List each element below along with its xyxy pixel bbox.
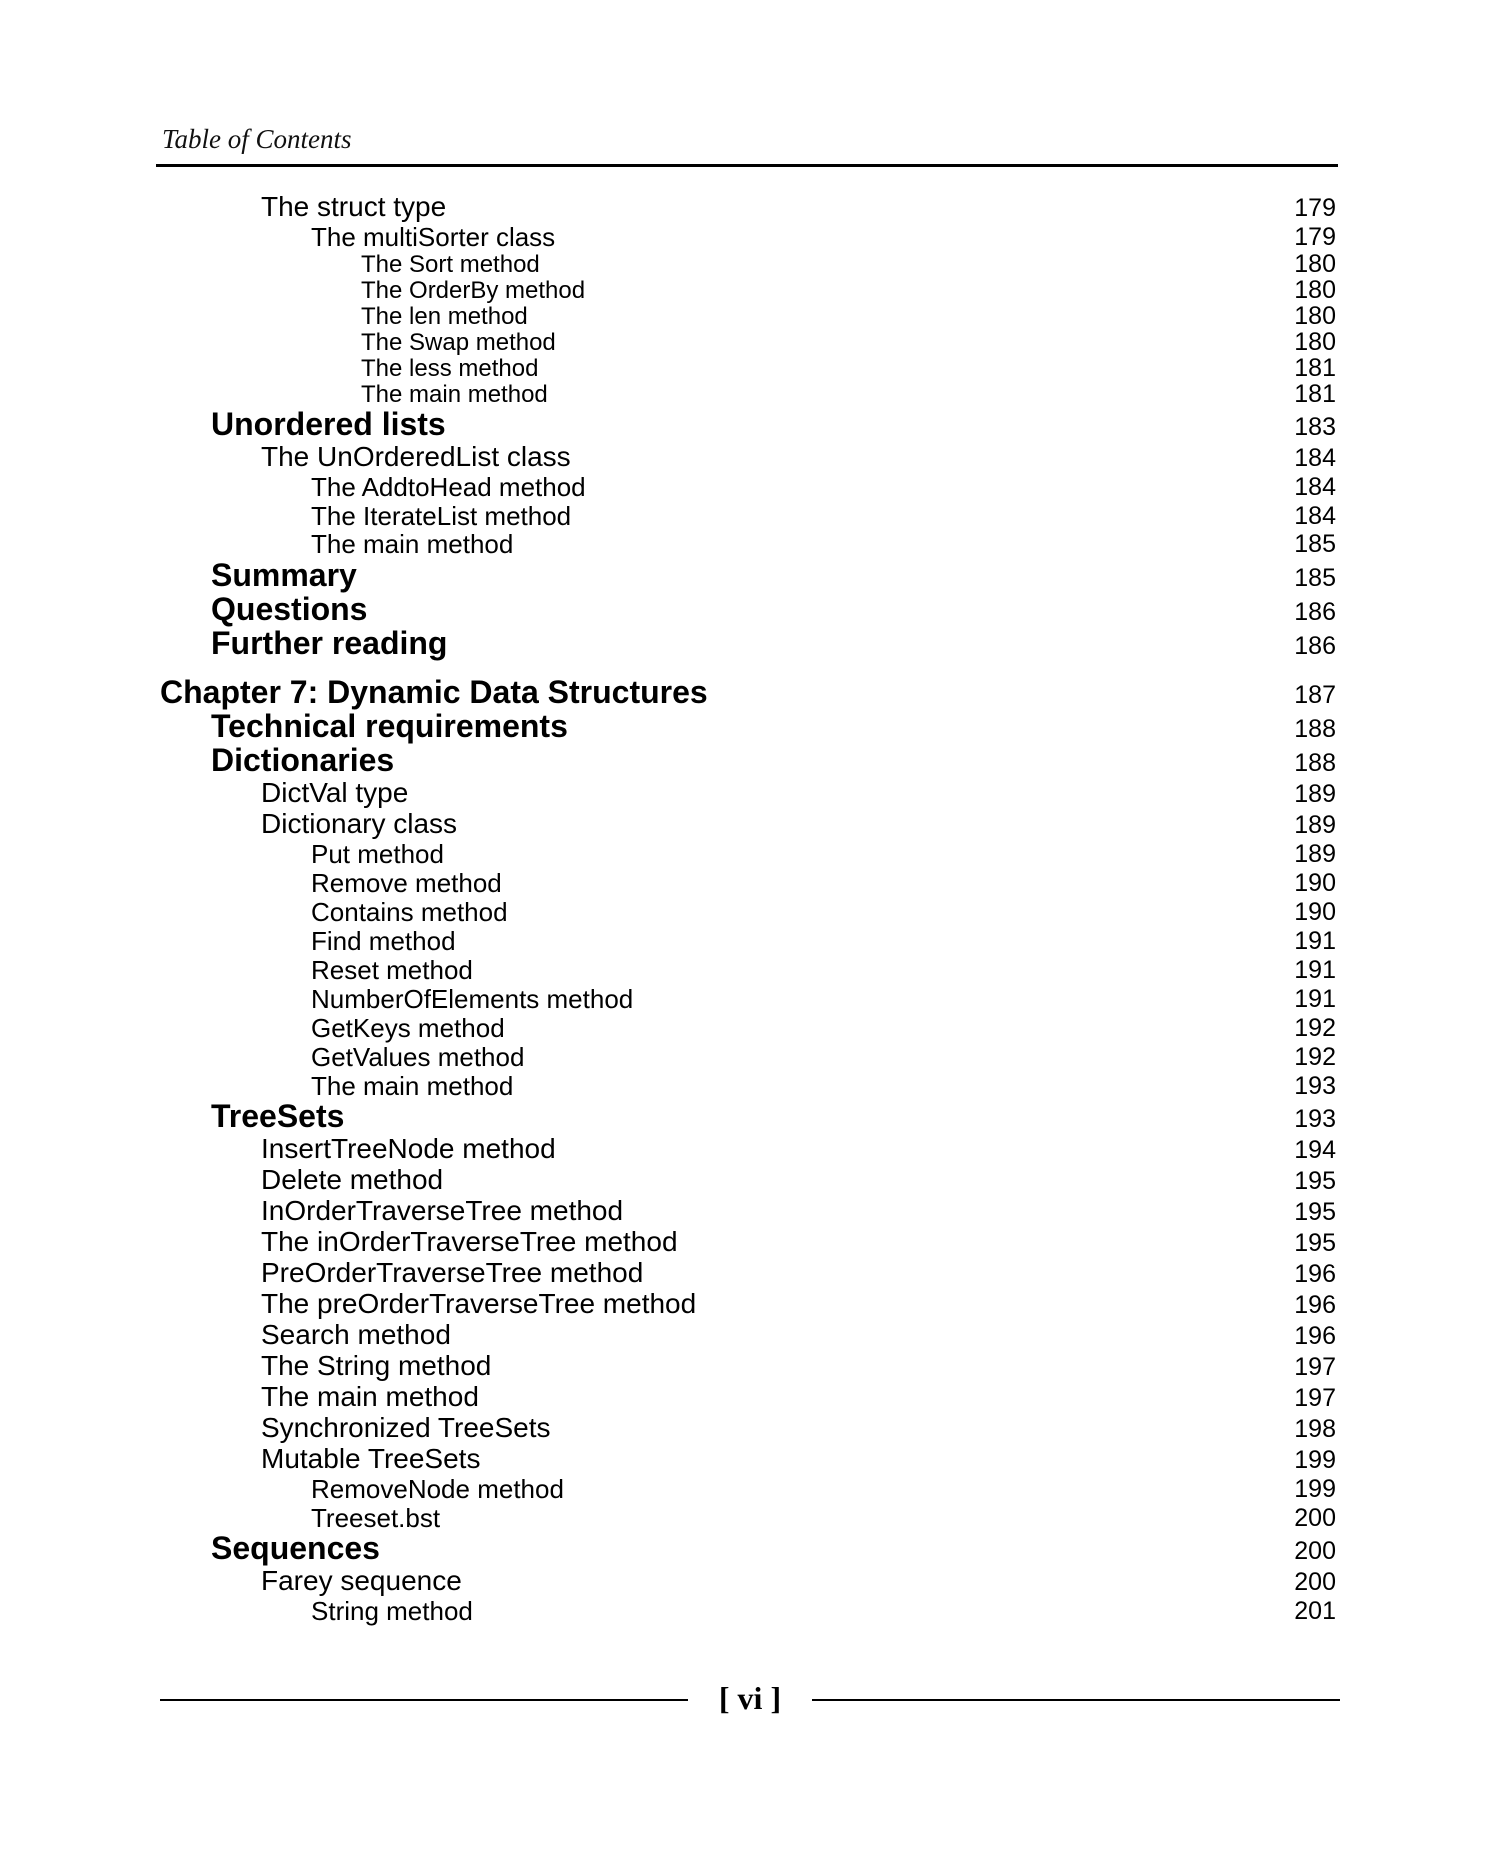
toc-entry-page: 196 <box>1294 1322 1336 1350</box>
toc-entry <box>0 441 1500 472</box>
toc-entry <box>0 1530 1500 1566</box>
toc-entry <box>0 222 1500 252</box>
toc-entry-page: 200 <box>1294 1537 1336 1565</box>
toc-entry-title: String method <box>311 1596 473 1626</box>
toc-entry-page: 196 <box>1294 1260 1336 1288</box>
toc-entry-page: 181 <box>1294 354 1336 382</box>
toc-entry-page: 184 <box>1294 502 1336 530</box>
toc-entry <box>0 1350 1500 1381</box>
toc-entry-title: The UnOrderedList class <box>261 441 571 472</box>
toc-entry-title: InsertTreeNode method <box>261 1133 556 1164</box>
toc-entry <box>0 1288 1500 1319</box>
toc-entry-title: The AddtoHead method <box>311 472 586 502</box>
toc-entry-page: 188 <box>1294 749 1336 777</box>
toc-entry <box>0 625 1500 661</box>
toc-entry-page: 197 <box>1294 1353 1336 1381</box>
toc-entry-title: Farey sequence <box>261 1565 462 1596</box>
toc-entry-page: 180 <box>1294 250 1336 278</box>
toc-entry <box>0 1381 1500 1412</box>
toc-entry-page: 189 <box>1294 780 1336 808</box>
toc-entry <box>0 1319 1500 1350</box>
toc-entry-title: The inOrderTraverseTree method <box>261 1226 678 1257</box>
toc-entry-page: 194 <box>1294 1136 1336 1164</box>
toc-entry-page: 190 <box>1294 898 1336 926</box>
toc-entry-title: The Swap method <box>361 329 556 356</box>
toc-entry-title: Unordered lists <box>211 406 446 442</box>
toc-entry <box>0 1565 1500 1596</box>
toc-entry <box>0 276 1500 304</box>
toc-entry-title: Technical requirements <box>211 708 568 744</box>
toc-entry-page: 200 <box>1294 1568 1336 1596</box>
toc-entry <box>0 926 1500 956</box>
toc-entry-page: 191 <box>1294 956 1336 984</box>
toc-entry-page: 189 <box>1294 840 1336 868</box>
toc-entry-title: The len method <box>361 303 528 330</box>
toc-entry-page: 188 <box>1294 715 1336 743</box>
toc-entry-page: 189 <box>1294 811 1336 839</box>
toc-entry-title: Questions <box>211 591 368 627</box>
toc-entry-page: 179 <box>1294 223 1336 251</box>
toc-entry-title: The String method <box>261 1350 492 1381</box>
toc-entry-page: 190 <box>1294 869 1336 897</box>
toc-entry <box>0 328 1500 356</box>
toc-entry-title: The main method <box>261 1381 479 1412</box>
toc-entry <box>0 1133 1500 1164</box>
toc-entry <box>0 1013 1500 1043</box>
toc-entry-title: Mutable TreeSets <box>261 1443 481 1474</box>
toc-entry-title: Treeset.bst <box>311 1503 441 1533</box>
toc-entry-title: The main method <box>361 381 548 408</box>
toc-entry-title: GetKeys method <box>311 1013 505 1043</box>
toc-entry-page: 184 <box>1294 444 1336 472</box>
toc-entry <box>0 1164 1500 1195</box>
toc-entry <box>0 839 1500 869</box>
toc-entry-title: Synchronized TreeSets <box>261 1412 551 1443</box>
page-number: [ vi ] <box>718 1680 782 1716</box>
toc-entry-title: Contains method <box>311 897 508 927</box>
footer-rule-left <box>160 1699 688 1701</box>
toc-entry <box>0 984 1500 1014</box>
toc-entry-page: 186 <box>1294 632 1336 660</box>
toc-entry <box>0 1195 1500 1226</box>
toc-entry-page: 196 <box>1294 1291 1336 1319</box>
toc-entry-page: 193 <box>1294 1105 1336 1133</box>
toc-entry-title: Dictionary class <box>261 808 458 839</box>
toc-entry-page: 185 <box>1294 530 1336 558</box>
toc-entry-title: Search method <box>261 1319 451 1350</box>
toc-entry-page: 195 <box>1294 1198 1336 1226</box>
toc-entry-title: Summary <box>211 557 357 593</box>
toc-entry-title: Further reading <box>211 625 448 661</box>
toc-entry <box>0 472 1500 502</box>
toc-entry-page: 195 <box>1294 1229 1336 1257</box>
toc-entry <box>0 1257 1500 1288</box>
toc-entry <box>0 742 1500 778</box>
toc-entry-title: The less method <box>361 355 539 382</box>
toc-entry-page: 183 <box>1294 413 1336 441</box>
toc-entry-title: The preOrderTraverseTree method <box>261 1288 697 1319</box>
toc-entry-page: 180 <box>1294 302 1336 330</box>
toc-entry <box>0 1474 1500 1504</box>
toc-entry-title: Sequences <box>211 1530 380 1566</box>
toc-entry-title: Find method <box>311 926 456 956</box>
toc-entry <box>0 1042 1500 1072</box>
toc-entry-title: GetValues method <box>311 1042 525 1072</box>
toc-entry-title: RemoveNode method <box>311 1474 564 1504</box>
toc-entry-page: 201 <box>1294 1597 1336 1625</box>
toc-entry-title: Put method <box>311 839 444 869</box>
toc-entry <box>0 1226 1500 1257</box>
toc-entry-title: The main method <box>311 1071 514 1101</box>
toc-entry <box>0 777 1500 808</box>
toc-entry-page: 185 <box>1294 564 1336 592</box>
toc-entry-title: The struct type <box>261 191 447 222</box>
toc-entry-page: 191 <box>1294 985 1336 1013</box>
toc-entry-title: Reset method <box>311 955 473 985</box>
toc-entry-page: 199 <box>1294 1446 1336 1474</box>
toc-entry <box>0 354 1500 382</box>
toc-entry-page: 195 <box>1294 1167 1336 1195</box>
toc-entry-page: 191 <box>1294 927 1336 955</box>
toc-entry-page: 198 <box>1294 1415 1336 1443</box>
footer-rule-right <box>812 1699 1340 1701</box>
toc-entry-title: Dictionaries <box>211 742 395 778</box>
toc-entry-title: PreOrderTraverseTree method <box>261 1257 644 1288</box>
toc-entry <box>0 808 1500 839</box>
toc-entry-page: 199 <box>1294 1475 1336 1503</box>
toc-entry <box>0 955 1500 985</box>
toc-entry-page: 192 <box>1294 1043 1336 1071</box>
toc-entry <box>0 1412 1500 1443</box>
toc-entry-page: 184 <box>1294 473 1336 501</box>
toc-entry-page: 192 <box>1294 1014 1336 1042</box>
toc-entry-title: The IterateList method <box>311 501 572 531</box>
toc-entry-page: 179 <box>1294 194 1336 222</box>
toc-entry-title: InOrderTraverseTree method <box>261 1195 624 1226</box>
toc-entry <box>0 302 1500 330</box>
toc-entry <box>0 868 1500 898</box>
toc-entry <box>0 897 1500 927</box>
toc-entry-title: Delete method <box>261 1164 444 1195</box>
toc-entry <box>0 1596 1500 1626</box>
toc-entry-page: 180 <box>1294 276 1336 304</box>
toc-entry-page: 200 <box>1294 1504 1336 1532</box>
toc-entry-page: 186 <box>1294 598 1336 626</box>
toc-entry <box>0 191 1500 222</box>
toc-entry-title: DictVal type <box>261 777 409 808</box>
toc-entry-page: 181 <box>1294 380 1336 408</box>
running-head: Table of Contents <box>162 124 352 154</box>
toc-entry <box>0 406 1500 442</box>
toc-entry <box>0 501 1500 531</box>
toc-entry-page: 193 <box>1294 1072 1336 1100</box>
toc-entry-title: Chapter 7: Dynamic Data Structures <box>160 674 708 710</box>
toc-entry <box>0 250 1500 278</box>
toc-entry <box>0 1443 1500 1474</box>
toc-entry-title: TreeSets <box>211 1098 345 1134</box>
toc-entry-title: NumberOfElements method <box>311 984 634 1014</box>
toc-entry-page: 197 <box>1294 1384 1336 1412</box>
toc-entry-title: The multiSorter class <box>311 222 556 252</box>
toc-entry-title: The OrderBy method <box>361 277 586 304</box>
toc-entry-page: 187 <box>1294 681 1336 709</box>
toc-entry-page: 180 <box>1294 328 1336 356</box>
toc-entry-title: The main method <box>311 529 514 559</box>
toc-entry <box>0 1098 1500 1134</box>
toc-entry-title: Remove method <box>311 868 502 898</box>
toc-entry-title: The Sort method <box>361 251 540 278</box>
